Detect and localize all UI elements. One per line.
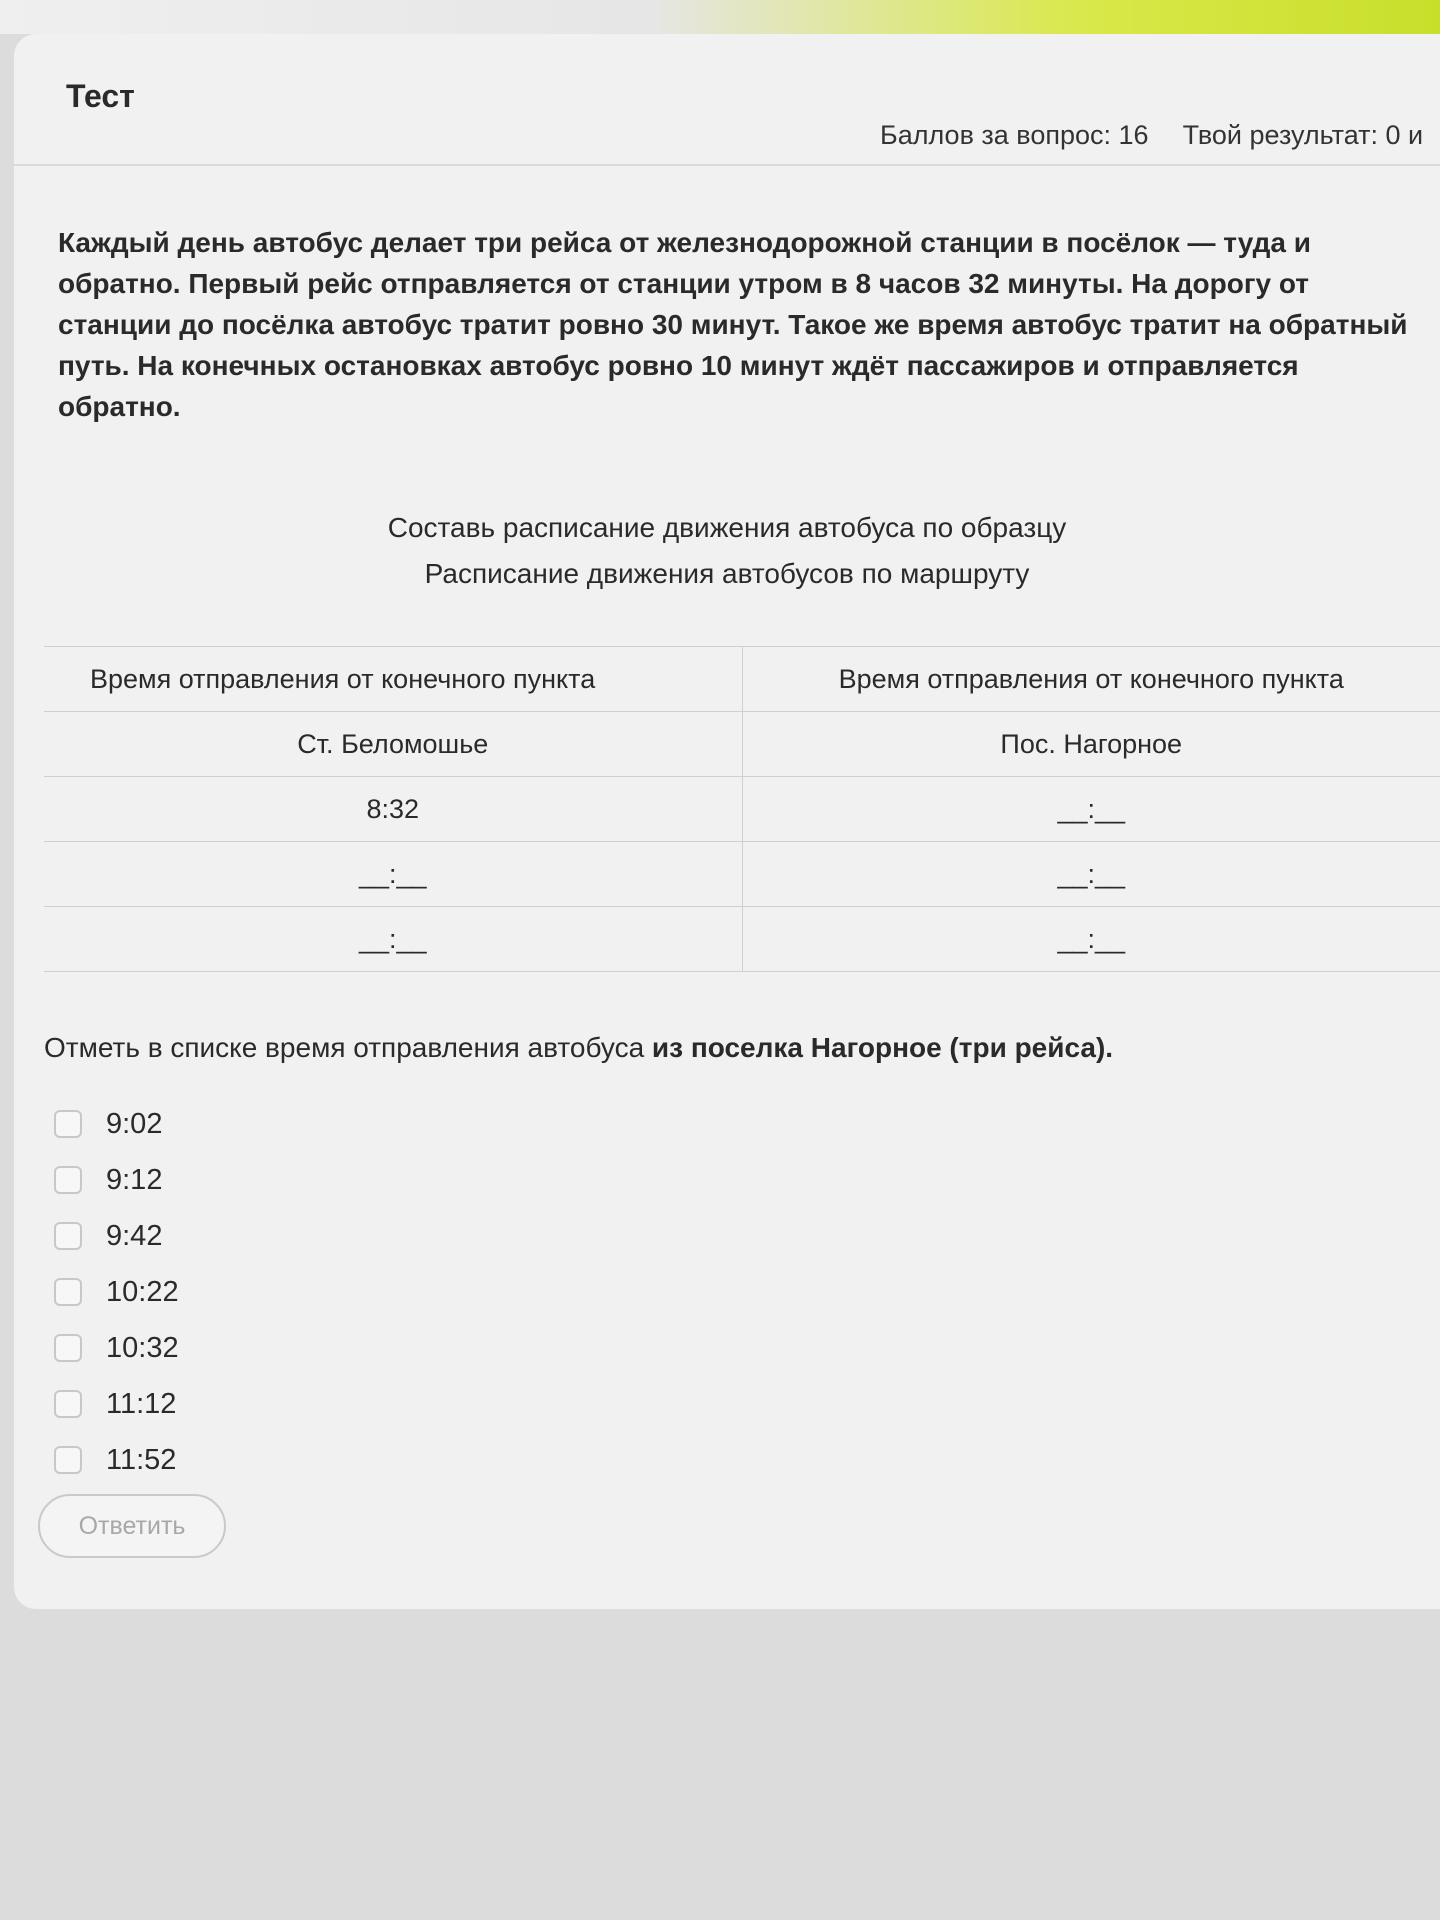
- checkbox[interactable]: [54, 1334, 82, 1362]
- table-station-row: [44, 712, 1440, 777]
- option-item[interactable]: [54, 1096, 179, 1152]
- checkbox[interactable]: [54, 1390, 82, 1418]
- table-header-row: [44, 647, 1440, 712]
- checkbox[interactable]: [54, 1166, 82, 1194]
- table-caption: Расписание движения автобусов по маршруту: [424, 558, 1030, 589]
- instruction-text: Составь расписание движения автобуса по образцу: [387, 512, 1067, 543]
- checkbox[interactable]: [54, 1110, 82, 1138]
- option-label: 10:32: [106, 1331, 179, 1364]
- task-text: [44, 1032, 1424, 1064]
- option-label: 9:12: [106, 1163, 163, 1196]
- points-per-question: Баллов за вопрос: 16: [880, 120, 1149, 150]
- option-item[interactable]: [54, 1208, 179, 1264]
- option-label: 11:12: [106, 1387, 177, 1420]
- table-header-right: Время отправления от конечного пункта: [742, 647, 1440, 712]
- task-emphasis: из поселка Нагорное (три рейса).: [651, 1032, 1114, 1063]
- schedule-table: [44, 646, 1440, 972]
- options-list: [54, 1096, 179, 1488]
- option-item[interactable]: [54, 1376, 179, 1432]
- option-label: 9:02: [106, 1107, 163, 1140]
- page-title: Тест: [66, 78, 135, 114]
- option-item[interactable]: [54, 1432, 179, 1488]
- table-cell: __:__: [44, 907, 742, 972]
- score-info: [880, 120, 1440, 151]
- checkbox[interactable]: [54, 1222, 82, 1250]
- station-belomoshye: Ст. Беломошье: [44, 712, 742, 777]
- table-row: [44, 842, 1440, 907]
- option-label: 10:22: [106, 1275, 179, 1308]
- test-header: [14, 34, 1440, 166]
- option-label: 9:42: [106, 1219, 163, 1252]
- test-card: [14, 34, 1440, 1609]
- checkbox[interactable]: [54, 1278, 82, 1306]
- checkbox[interactable]: [54, 1446, 82, 1474]
- option-item[interactable]: [54, 1264, 179, 1320]
- question-text: Каждый день автобус делает три рейса от железнодорожной станции в посёлок — туда и обратно. Первый рейс отправляется от станции утром в 8 часов 32 минуты. На дорогу от станции до посёлка автобус тратит ровно 30 минут. Такое же время автобус тратит на обратный путь. На конечных остановках автобус ровно 10 минут ждёт пассажиров и отправляется обратно.: [58, 227, 1408, 422]
- table-cell: __:__: [742, 842, 1440, 907]
- option-item[interactable]: [54, 1152, 179, 1208]
- table-cell: 8:32: [44, 777, 742, 842]
- table-header-left: Время отправления от конечного пункта: [44, 647, 742, 712]
- task-prefix: Отметь в списке время отправления автобуса: [44, 1032, 652, 1063]
- table-row: [44, 907, 1440, 972]
- table-cell: __:__: [742, 777, 1440, 842]
- table-cell: __:__: [742, 907, 1440, 972]
- option-item[interactable]: [54, 1320, 179, 1376]
- submit-answer-button[interactable]: Ответить: [38, 1494, 226, 1558]
- your-result: Твой результат: 0 и: [1182, 120, 1424, 150]
- station-nagornoe: Пос. Нагорное: [742, 712, 1440, 777]
- table-row: [44, 777, 1440, 842]
- table-cell: __:__: [44, 842, 742, 907]
- top-accent-bar: [0, 0, 1440, 34]
- option-label: 11:52: [106, 1443, 177, 1476]
